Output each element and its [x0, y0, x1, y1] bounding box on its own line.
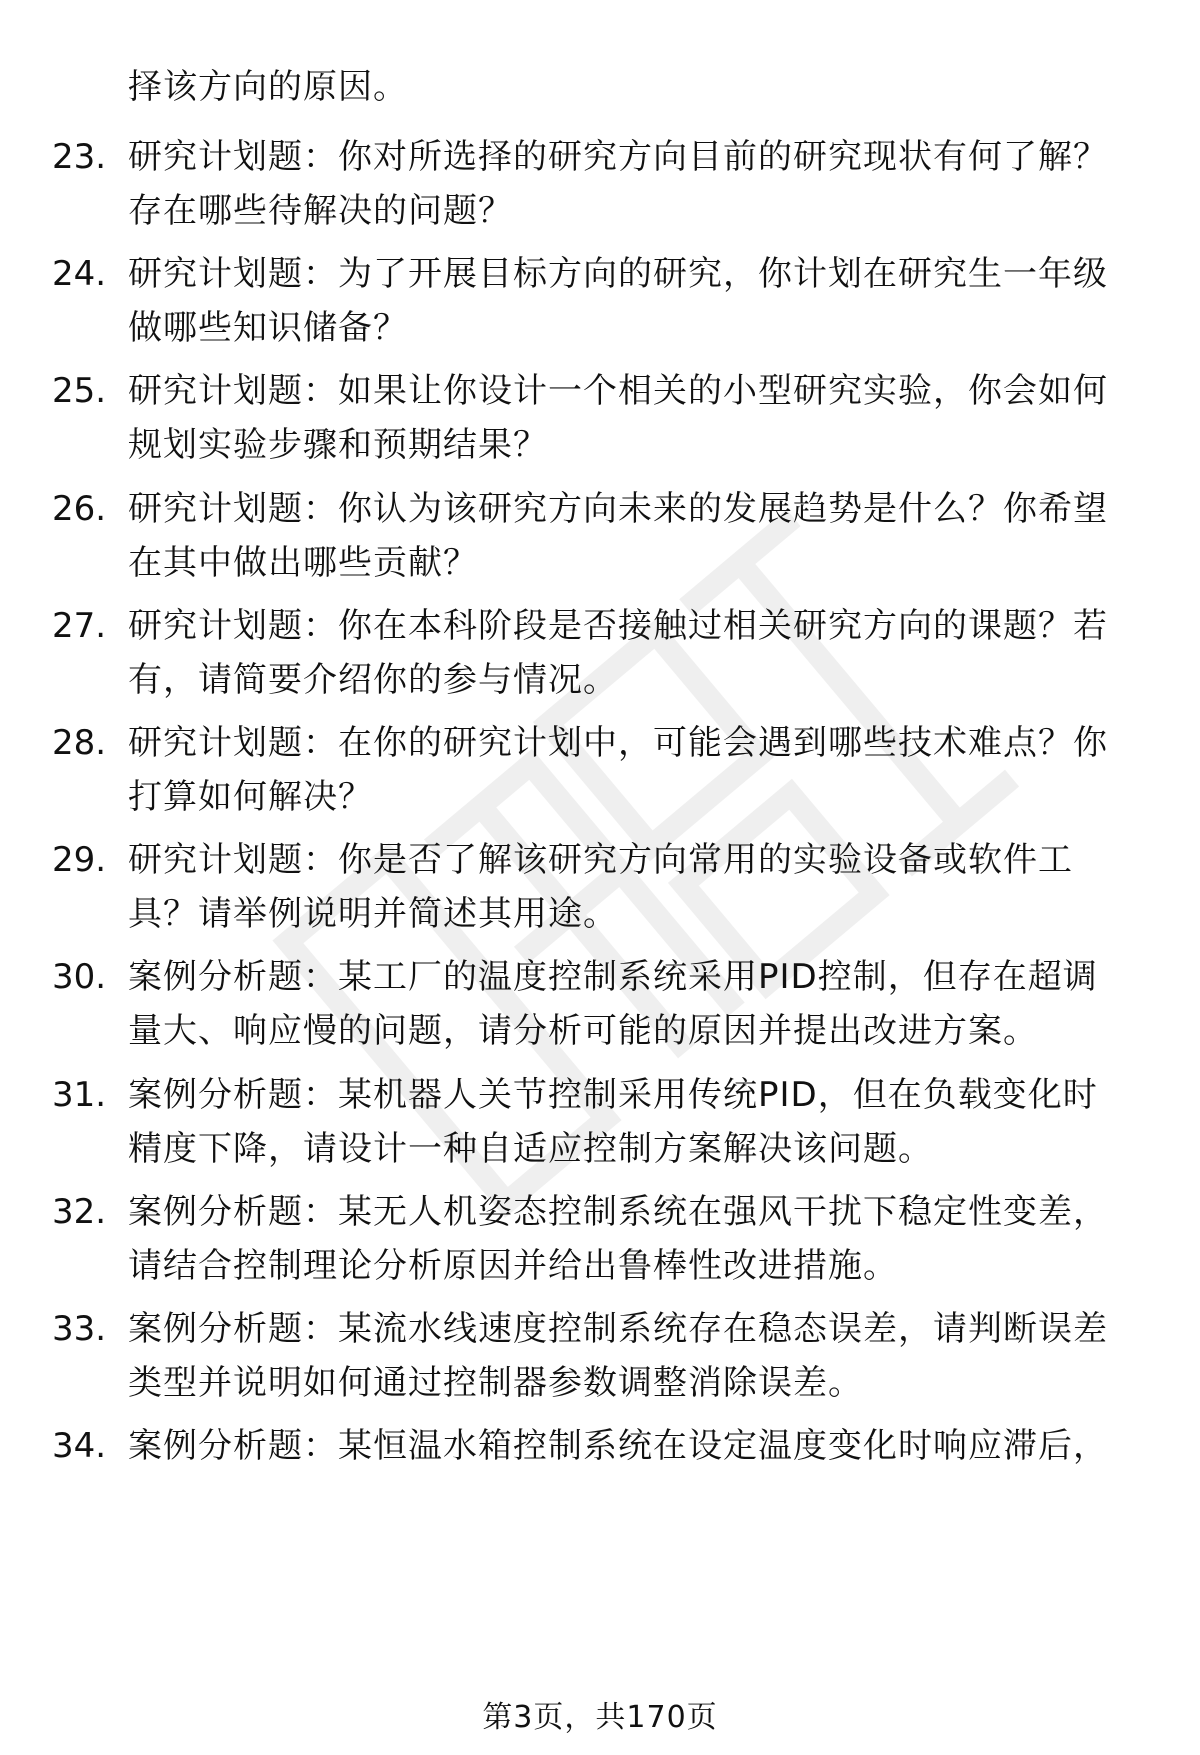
question-item [0, 1068, 1200, 1176]
question-text-line: 存在哪些待解决的问题？ [128, 191, 513, 231]
question-text-line: 规划实验步骤和预期结果？ [128, 425, 548, 465]
question-text-line: 研究计划题：你是否了解该研究方向常用的实验设备或软件工 [128, 840, 1073, 880]
question-text-line: 具？请举例说明并简述其用途。 [128, 894, 618, 934]
question-text-line: 研究计划题：你对所选择的研究方向目前的研究现状有何了解？ [128, 137, 1108, 177]
question-text [128, 130, 1148, 238]
question-number: 23. [52, 137, 107, 177]
question-number: 24. [52, 254, 107, 294]
question-item [0, 1302, 1200, 1410]
question-item [0, 833, 1200, 941]
continuation-text: 择该方向的原因。 [128, 67, 408, 107]
question-number: 28. [52, 723, 107, 763]
question-text-line: 类型并说明如何通过控制器参数调整消除误差。 [128, 1363, 863, 1403]
question-item [0, 364, 1200, 472]
question-text-line: 案例分析题：某机器人关节控制采用传统PID，但在负载变化时 [128, 1075, 1098, 1115]
question-text-line: 做哪些知识储备？ [128, 308, 408, 348]
page-footer: 第3页，共170页 [482, 1700, 718, 1735]
question-number: 27. [52, 606, 107, 646]
question-number: 29. [52, 840, 107, 880]
question-item [0, 950, 1200, 1058]
question-text-line: 案例分析题：某流水线速度控制系统存在稳态误差，请判断误差 [128, 1309, 1108, 1349]
question-text [128, 716, 1148, 824]
question-text [128, 364, 1148, 472]
question-text-line: 研究计划题：如果让你设计一个相关的小型研究实验，你会如何 [128, 371, 1108, 411]
question-text-line: 研究计划题：在你的研究计划中，可能会遇到哪些技术难点？你 [128, 723, 1108, 763]
question-item [0, 130, 1200, 238]
question-number: 34. [52, 1426, 107, 1466]
question-number: 32. [52, 1192, 107, 1232]
question-text [128, 950, 1148, 1058]
question-text-line: 案例分析题：某无人机姿态控制系统在强风干扰下稳定性变差， [128, 1192, 1108, 1232]
question-text-line: 有，请简要介绍你的参与情况。 [128, 660, 618, 700]
question-text-line: 精度下降，请设计一种自适应控制方案解决该问题。 [128, 1129, 933, 1169]
question-text [128, 1068, 1148, 1176]
question-text [128, 482, 1148, 590]
question-number: 30. [52, 957, 107, 997]
question-text [128, 599, 1148, 707]
question-text-line: 研究计划题：为了开展目标方向的研究，你计划在研究生一年级 [128, 254, 1108, 294]
question-item [0, 716, 1200, 824]
question-item [0, 482, 1200, 590]
question-item [0, 247, 1200, 355]
question-text [128, 247, 1148, 355]
question-text [128, 833, 1148, 941]
question-item [0, 1185, 1200, 1293]
question-number: 26. [52, 489, 107, 529]
question-text-line: 案例分析题：某恒温水箱控制系统在设定温度变化时响应滞后， [128, 1426, 1108, 1466]
question-text-line: 研究计划题：你在本科阶段是否接触过相关研究方向的课题？若 [128, 606, 1108, 646]
question-item [0, 1419, 1200, 1527]
question-text-line: 在其中做出哪些贡献？ [128, 543, 478, 583]
question-number: 33. [52, 1309, 107, 1349]
question-text [128, 1419, 1148, 1473]
question-text-line: 案例分析题：某工厂的温度控制系统采用PID控制，但存在超调 [128, 957, 1098, 997]
question-text-line: 打算如何解决？ [128, 777, 373, 817]
question-text-line: 研究计划题：你认为该研究方向未来的发展趋势是什么？你希望 [128, 489, 1108, 529]
question-number: 31. [52, 1075, 107, 1115]
question-text [128, 1185, 1148, 1293]
question-text-line: 请结合控制理论分析原因并给出鲁棒性改进措施。 [128, 1246, 898, 1286]
question-text-line: 量大、响应慢的问题，请分析可能的原因并提出改进方案。 [128, 1011, 1038, 1051]
question-item [0, 599, 1200, 707]
question-text [128, 1302, 1148, 1410]
question-number: 25. [52, 371, 107, 411]
